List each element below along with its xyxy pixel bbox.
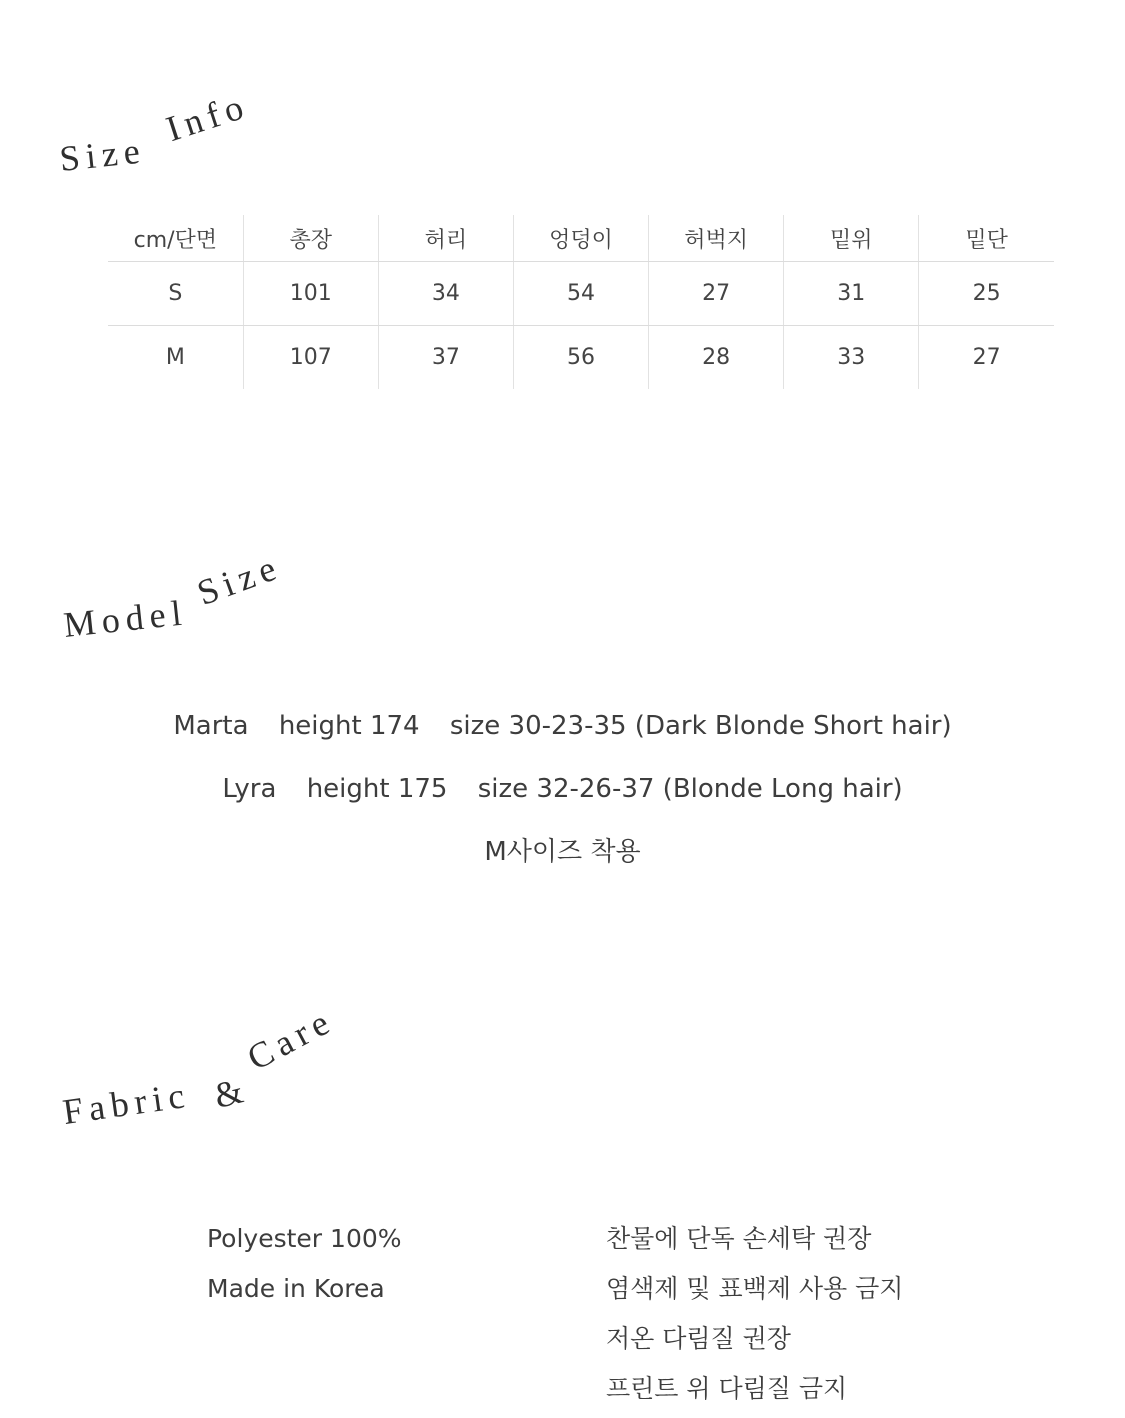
heading-word: & [210, 1068, 253, 1117]
table-cell: 25 [919, 262, 1054, 326]
size-label-cell: S [108, 262, 243, 326]
table-cell: 28 [649, 326, 784, 390]
table-cell: 34 [378, 262, 513, 326]
heading-word: Model [61, 592, 190, 646]
model-info [0, 700, 1125, 889]
model-line-marta [0, 700, 1125, 763]
model-height: height 174 [278, 711, 420, 741]
table-cell: 37 [378, 326, 513, 390]
model-size-heading [61, 546, 326, 650]
model-size: size 32-26-37 (Blonde Long hair) [477, 774, 903, 804]
table-cell: 27 [649, 262, 784, 326]
column-header: 허벅지 [649, 215, 784, 262]
fabric-line: Made in Korea [207, 1274, 385, 1303]
column-header: cm/단면 [108, 215, 243, 262]
column-header: 총장 [243, 215, 378, 262]
heading-word: Size [57, 130, 148, 180]
model-line-lyra [0, 763, 1125, 826]
heading-word: Info [161, 85, 254, 150]
model-size: size 30-23-35 (Dark Blonde Short hair) [449, 711, 952, 741]
care-line: 염색제 및 표백제 사용 금지 [606, 1274, 904, 1303]
care-line: 저온 다림질 권장 [606, 1324, 791, 1353]
heading-word: Size [191, 546, 287, 614]
column-header: 엉덩이 [513, 215, 648, 262]
table-cell: 101 [243, 262, 378, 326]
table-row [108, 326, 1054, 390]
heading-word: Care [240, 999, 341, 1079]
fabric-line: Polyester 100% [207, 1224, 402, 1253]
table-cell: 31 [784, 262, 919, 326]
model-name: Lyra [222, 774, 277, 804]
table-cell: 27 [919, 326, 1054, 390]
column-header: 밑단 [919, 215, 1054, 262]
care-line: 찬물에 단독 손세탁 권장 [606, 1224, 872, 1253]
table-cell: 54 [513, 262, 648, 326]
size-table-header-row [108, 215, 1054, 262]
model-height: height 175 [306, 774, 448, 804]
care-line: 프린트 위 다림질 금지 [606, 1374, 848, 1403]
column-header: 허리 [378, 215, 513, 262]
table-cell: 33 [784, 326, 919, 390]
size-label-cell: M [165, 345, 185, 370]
care-instructions [606, 1218, 903, 1418]
size-table [108, 215, 1054, 389]
model-name: Marta [173, 711, 249, 741]
heading-word: Fabric [60, 1074, 193, 1133]
fabric-info [207, 1218, 402, 1318]
fabric-care-heading [60, 999, 366, 1135]
size-info-heading [57, 85, 302, 188]
table-cell: 107 [243, 326, 378, 390]
table-row [108, 262, 1054, 326]
column-header: 밑위 [784, 215, 919, 262]
table-cell: 56 [513, 326, 648, 390]
model-note: M사이즈 착용 [484, 837, 641, 867]
